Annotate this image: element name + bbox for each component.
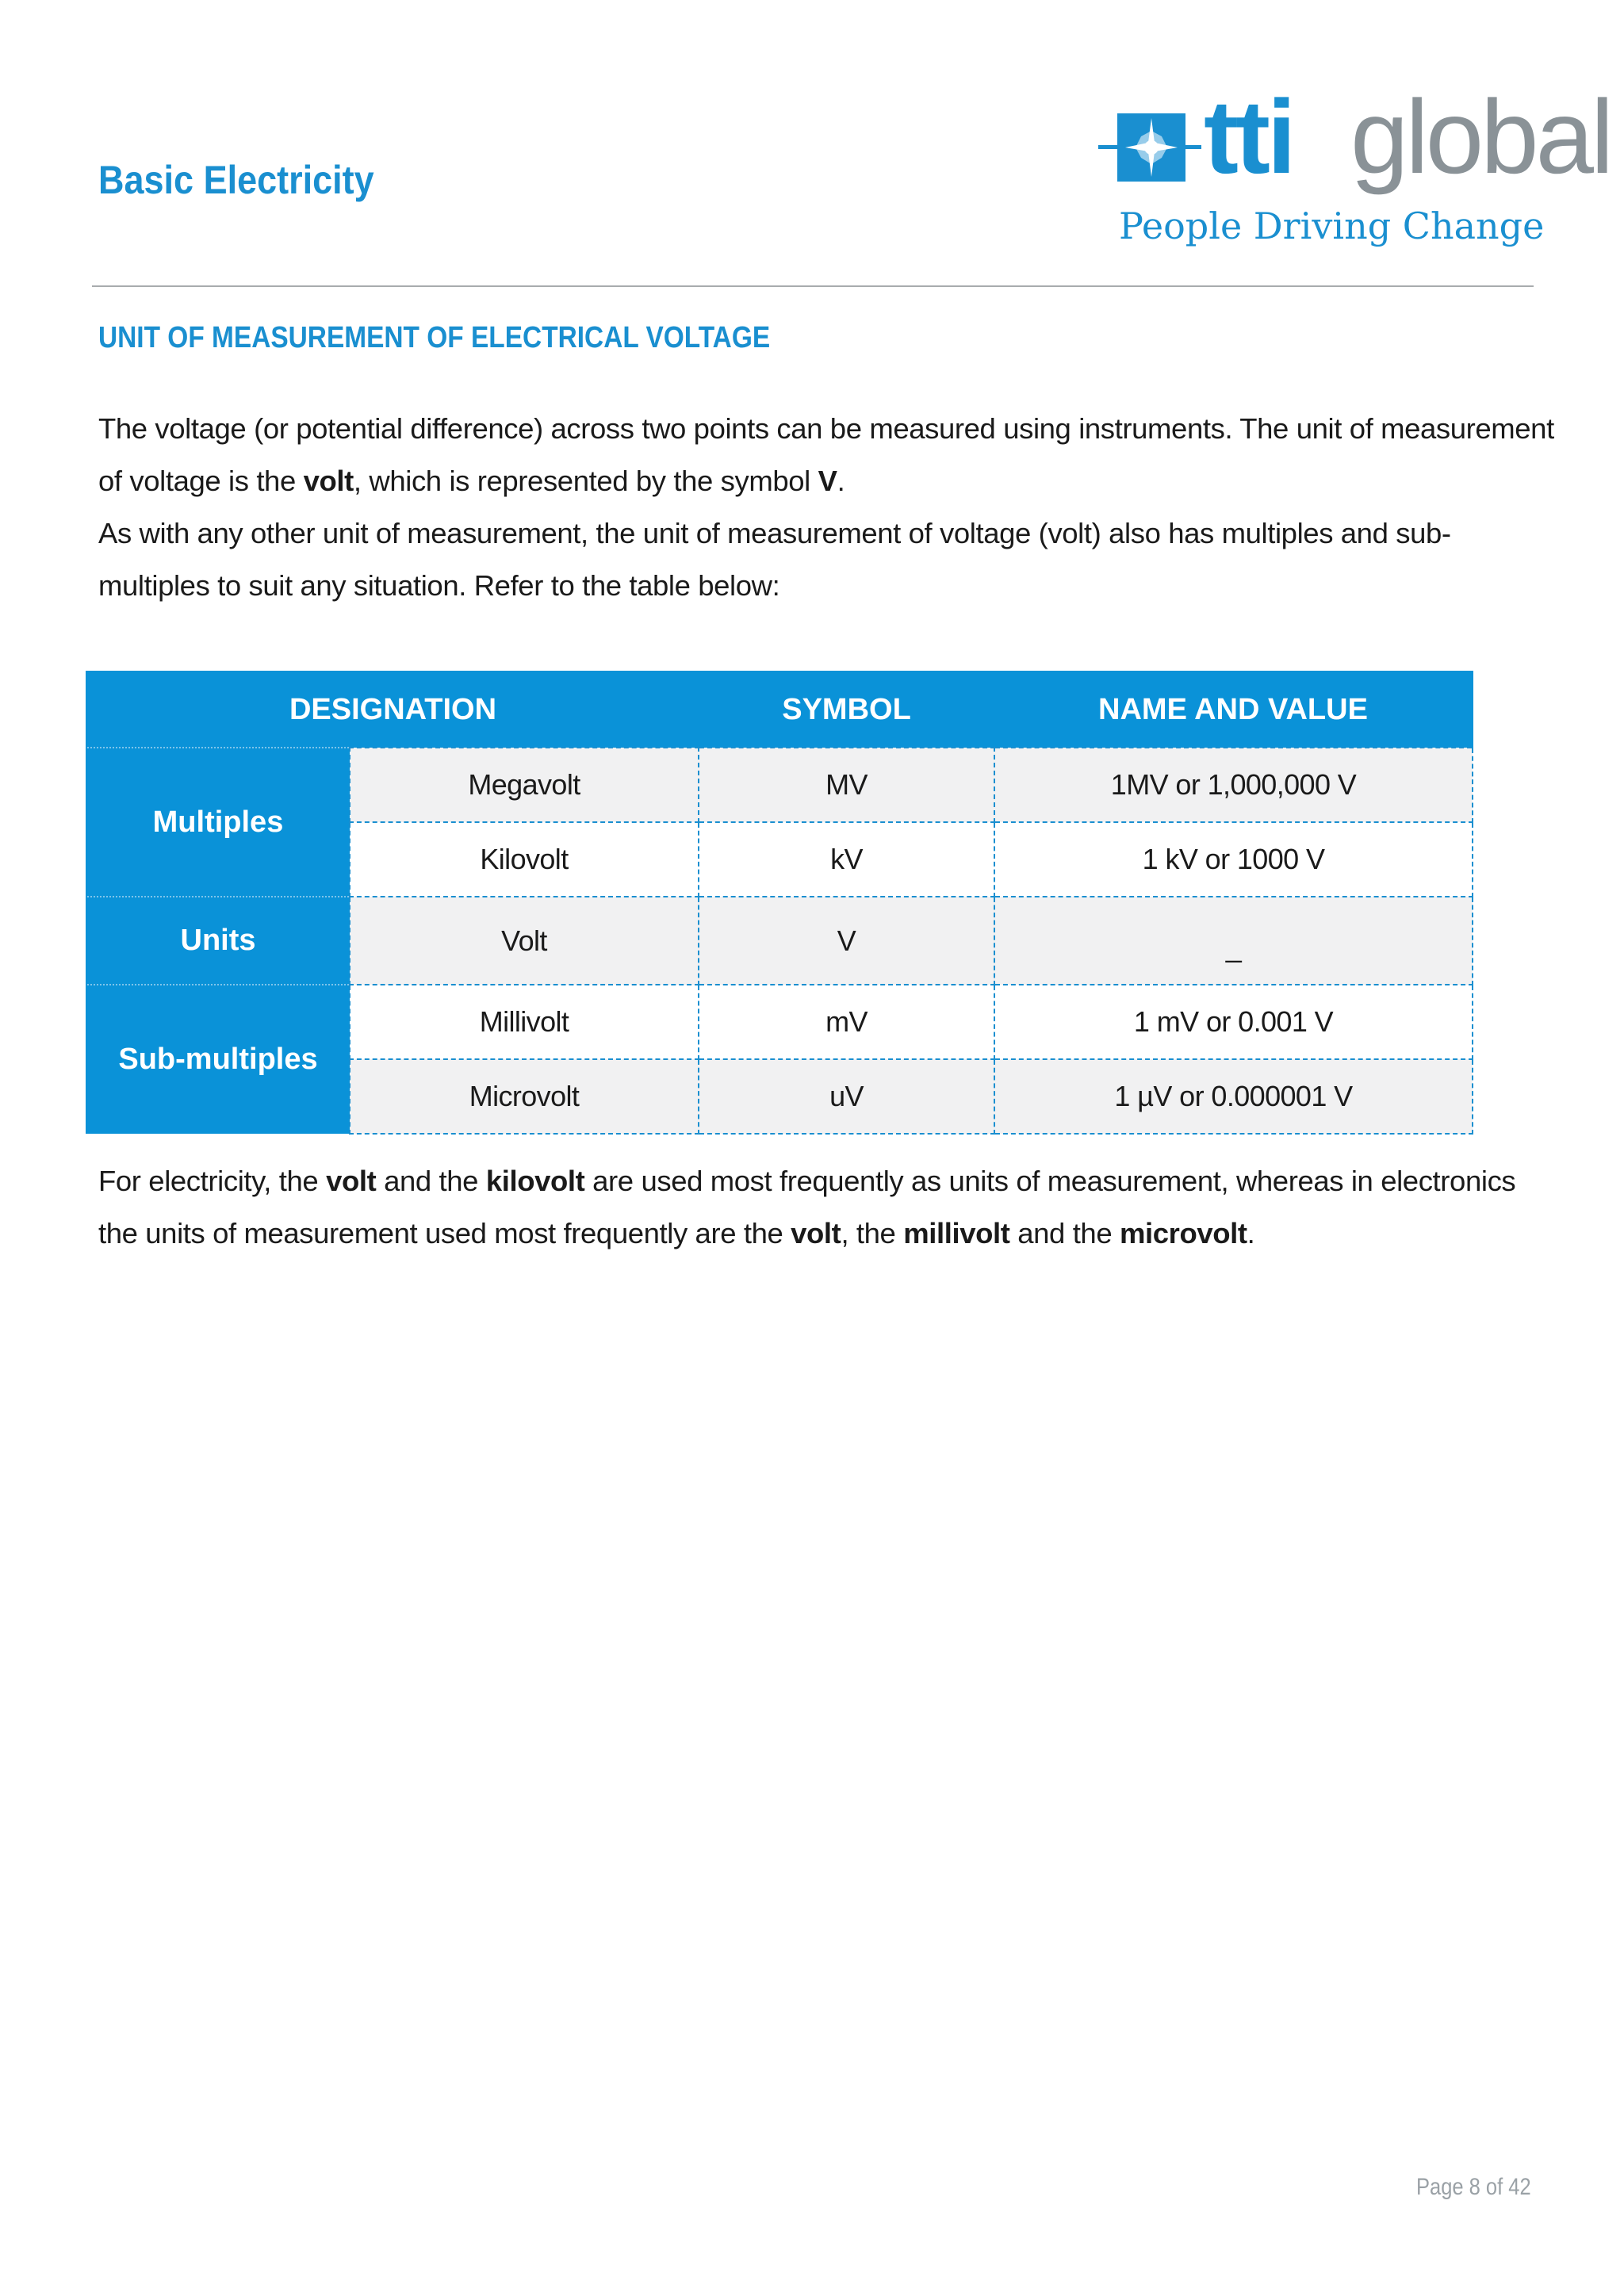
unit-value-cell: 1 kV or 1000 V bbox=[994, 822, 1473, 897]
unit-name-cell: Megavolt bbox=[350, 748, 699, 822]
company-logo bbox=[1098, 78, 1611, 258]
logo-text-global: global bbox=[1350, 78, 1611, 195]
intro-text-3: . bbox=[837, 465, 845, 497]
header-divider bbox=[92, 285, 1534, 287]
unit-symbol-cell: V bbox=[699, 897, 994, 985]
group-label-units: Units bbox=[86, 897, 350, 985]
table-header-row bbox=[86, 672, 1473, 748]
table-row bbox=[86, 897, 1473, 985]
unit-value-cell: 1MV or 1,000,000 V bbox=[994, 748, 1473, 822]
unit-name-cell: Millivolt bbox=[350, 985, 699, 1059]
closing-paragraph bbox=[98, 1155, 1557, 1260]
table-row bbox=[86, 748, 1473, 822]
closing-text-2: and the bbox=[376, 1165, 486, 1197]
group-label-multiples: Multiples bbox=[86, 748, 350, 897]
header-symbol: SYMBOL bbox=[699, 672, 994, 748]
page-number: Page 8 of 42 bbox=[1416, 2174, 1531, 2200]
document-title: Basic Electricity bbox=[98, 158, 374, 202]
unit-symbol-cell: uV bbox=[699, 1059, 994, 1134]
intro-text-2: , which is represented by the symbol bbox=[353, 465, 818, 497]
logo-text-tti: tti bbox=[1204, 78, 1293, 195]
closing-text-6: . bbox=[1247, 1217, 1255, 1249]
closing-bold-volt: volt bbox=[326, 1165, 377, 1197]
intro-text-4: As with any other unit of measurement, the unit of measurement of voltage (volt) also has multiples and sub-multiples to suit any situation. Refer to the table below: bbox=[98, 517, 1451, 602]
unit-symbol-cell: kV bbox=[699, 822, 994, 897]
unit-name-cell: Kilovolt bbox=[350, 822, 699, 897]
closing-text-1: For electricity, the bbox=[98, 1165, 327, 1197]
group-label-submultiples: Sub-multiples bbox=[86, 985, 350, 1134]
unit-value-cell: _ bbox=[994, 897, 1473, 985]
unit-value-cell: 1 mV or 0.001 V bbox=[994, 985, 1473, 1059]
closing-text-3: are used most frequently as units of measurement, whereas in electronics the units of measurement used most frequently are the bbox=[98, 1165, 1516, 1249]
closing-bold-millivolt: millivolt bbox=[903, 1217, 1010, 1249]
intro-bold-volt: volt bbox=[303, 465, 354, 497]
intro-bold-v: V bbox=[818, 465, 837, 497]
unit-symbol-cell: MV bbox=[699, 748, 994, 822]
header-name-and-value: NAME AND VALUE bbox=[994, 672, 1473, 748]
closing-bold-volt-2: volt bbox=[791, 1217, 841, 1249]
voltage-units-table bbox=[86, 671, 1473, 1135]
table-row bbox=[86, 985, 1473, 1059]
section-heading: UNIT OF MEASUREMENT OF ELECTRICAL VOLTAGE bbox=[98, 321, 771, 354]
closing-text-4: , the bbox=[841, 1217, 904, 1249]
intro-text-1: The voltage (or potential difference) across two points can be measured using instruments. The unit of measurement of voltage is the bbox=[98, 412, 1554, 497]
header-designation: DESIGNATION bbox=[86, 672, 699, 748]
closing-text-5: and the bbox=[1009, 1217, 1120, 1249]
closing-bold-kilovolt: kilovolt bbox=[485, 1165, 585, 1197]
unit-name-cell: Microvolt bbox=[350, 1059, 699, 1134]
logo-tagline: People Driving Change bbox=[1119, 205, 1545, 247]
unit-name-cell: Volt bbox=[350, 897, 699, 985]
closing-bold-microvolt: microvolt bbox=[1119, 1217, 1247, 1249]
unit-value-cell: 1 µV or 0.000001 V bbox=[994, 1059, 1473, 1134]
intro-paragraph bbox=[98, 403, 1557, 612]
unit-symbol-cell: mV bbox=[699, 985, 994, 1059]
star-burst-icon bbox=[1098, 99, 1201, 194]
